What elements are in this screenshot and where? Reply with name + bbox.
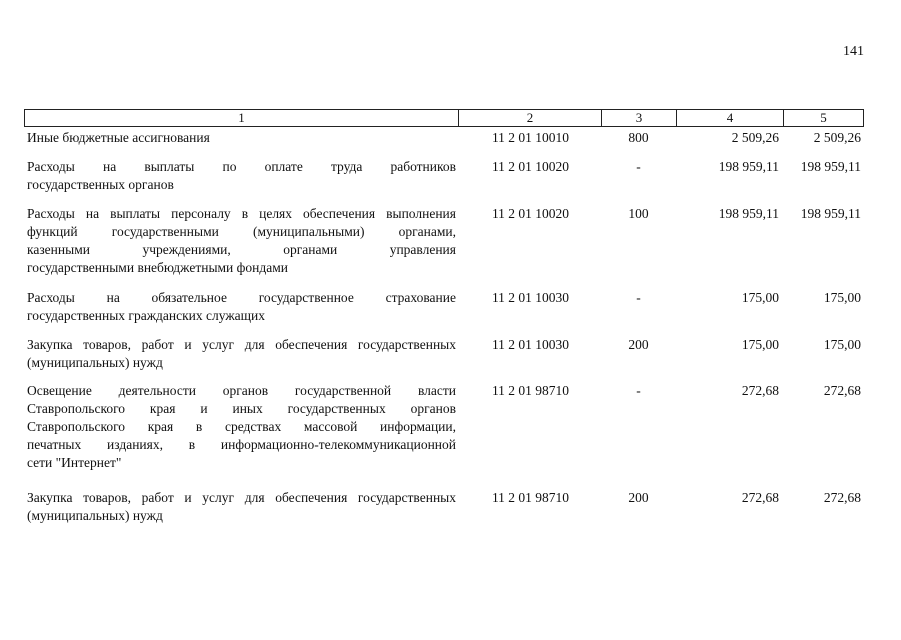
row-value-4: 198 959,11 — [718, 159, 779, 174]
row-name-line: Расходы на обязательное государственное страхование — [27, 290, 456, 305]
row-expense-type: 100 — [628, 206, 649, 221]
row-value-5: 198 959,11 — [800, 159, 861, 174]
column-header-5: 5 — [820, 110, 827, 125]
row-name — [27, 289, 456, 325]
row-expense-type: 200 — [628, 337, 649, 352]
row-name-line: Ставропольского края в средствах массовой информации, — [27, 419, 456, 434]
row-value-5: 272,68 — [823, 490, 861, 505]
page-number: 141 — [843, 44, 864, 59]
row-value-4: 175,00 — [741, 290, 779, 305]
row-name-line: Закупка товаров, работ и услуг для обеспечения государственных — [27, 490, 456, 505]
row-name-line: сети "Интернет" — [27, 455, 122, 470]
row-code: 11 2 01 98710 — [491, 490, 570, 505]
row-name-line: (муниципальных) нужд — [27, 355, 163, 370]
row-name-line: Иные бюджетные ассигнования — [27, 130, 210, 145]
column-header-2: 2 — [459, 110, 602, 126]
row-expense-type: - — [636, 159, 641, 174]
row-value-5: 198 959,11 — [800, 206, 861, 221]
row-name-line: Закупка товаров, работ и услуг для обеспечения государственных — [27, 337, 456, 352]
row-name-line: казенными учреждениями, органами управления — [27, 242, 456, 257]
row-name-line: Расходы на выплаты по оплате труда работников — [27, 159, 456, 174]
row-value-4: 272,68 — [741, 383, 779, 398]
column-header-4: 4 — [677, 110, 784, 126]
row-name-line: государственных гражданских служащих — [27, 308, 266, 323]
row-expense-type: 200 — [628, 490, 649, 505]
row-expense-type: - — [636, 290, 641, 305]
row-value-5: 2 509,26 — [813, 130, 861, 145]
row-code: 11 2 01 10020 — [491, 206, 570, 221]
row-name — [27, 382, 456, 472]
row-name-line: Ставропольского края и иных государственных органов — [27, 401, 456, 416]
row-name-line: (муниципальных) нужд — [27, 508, 163, 523]
row-name-line: государственных органов — [27, 177, 174, 192]
row-name — [27, 129, 456, 147]
table-header — [24, 109, 864, 127]
row-code: 11 2 01 10020 — [491, 159, 570, 174]
row-code: 11 2 01 10010 — [491, 130, 570, 145]
row-name-line: государственными внебюджетными фондами — [27, 260, 289, 275]
row-name — [27, 489, 456, 525]
row-value-4: 272,68 — [741, 490, 779, 505]
row-name-line: функций государственными (муниципальными) органами, — [27, 224, 456, 239]
row-value-5: 272,68 — [823, 383, 861, 398]
row-name-line: Расходы на выплаты персоналу в целях обеспечения выполнения — [27, 206, 456, 221]
row-value-4: 2 509,26 — [731, 130, 779, 145]
row-code: 11 2 01 10030 — [491, 290, 570, 305]
column-header-3: 3 — [602, 110, 677, 126]
row-name — [27, 336, 456, 372]
row-expense-type: - — [636, 383, 641, 398]
row-name — [27, 158, 456, 194]
row-code: 11 2 01 10030 — [491, 337, 570, 352]
row-value-5: 175,00 — [823, 290, 861, 305]
row-value-5: 175,00 — [823, 337, 861, 352]
row-value-4: 175,00 — [741, 337, 779, 352]
row-name — [27, 205, 456, 277]
row-expense-type: 800 — [628, 130, 649, 145]
row-code: 11 2 01 98710 — [491, 383, 570, 398]
column-header-1: 1 — [25, 110, 459, 126]
row-value-4: 198 959,11 — [718, 206, 779, 221]
row-name-line: Освещение деятельности органов государственной власти — [27, 383, 456, 398]
row-name-line: печатных изданиях, в информационно-телекоммуникационной — [27, 437, 456, 452]
